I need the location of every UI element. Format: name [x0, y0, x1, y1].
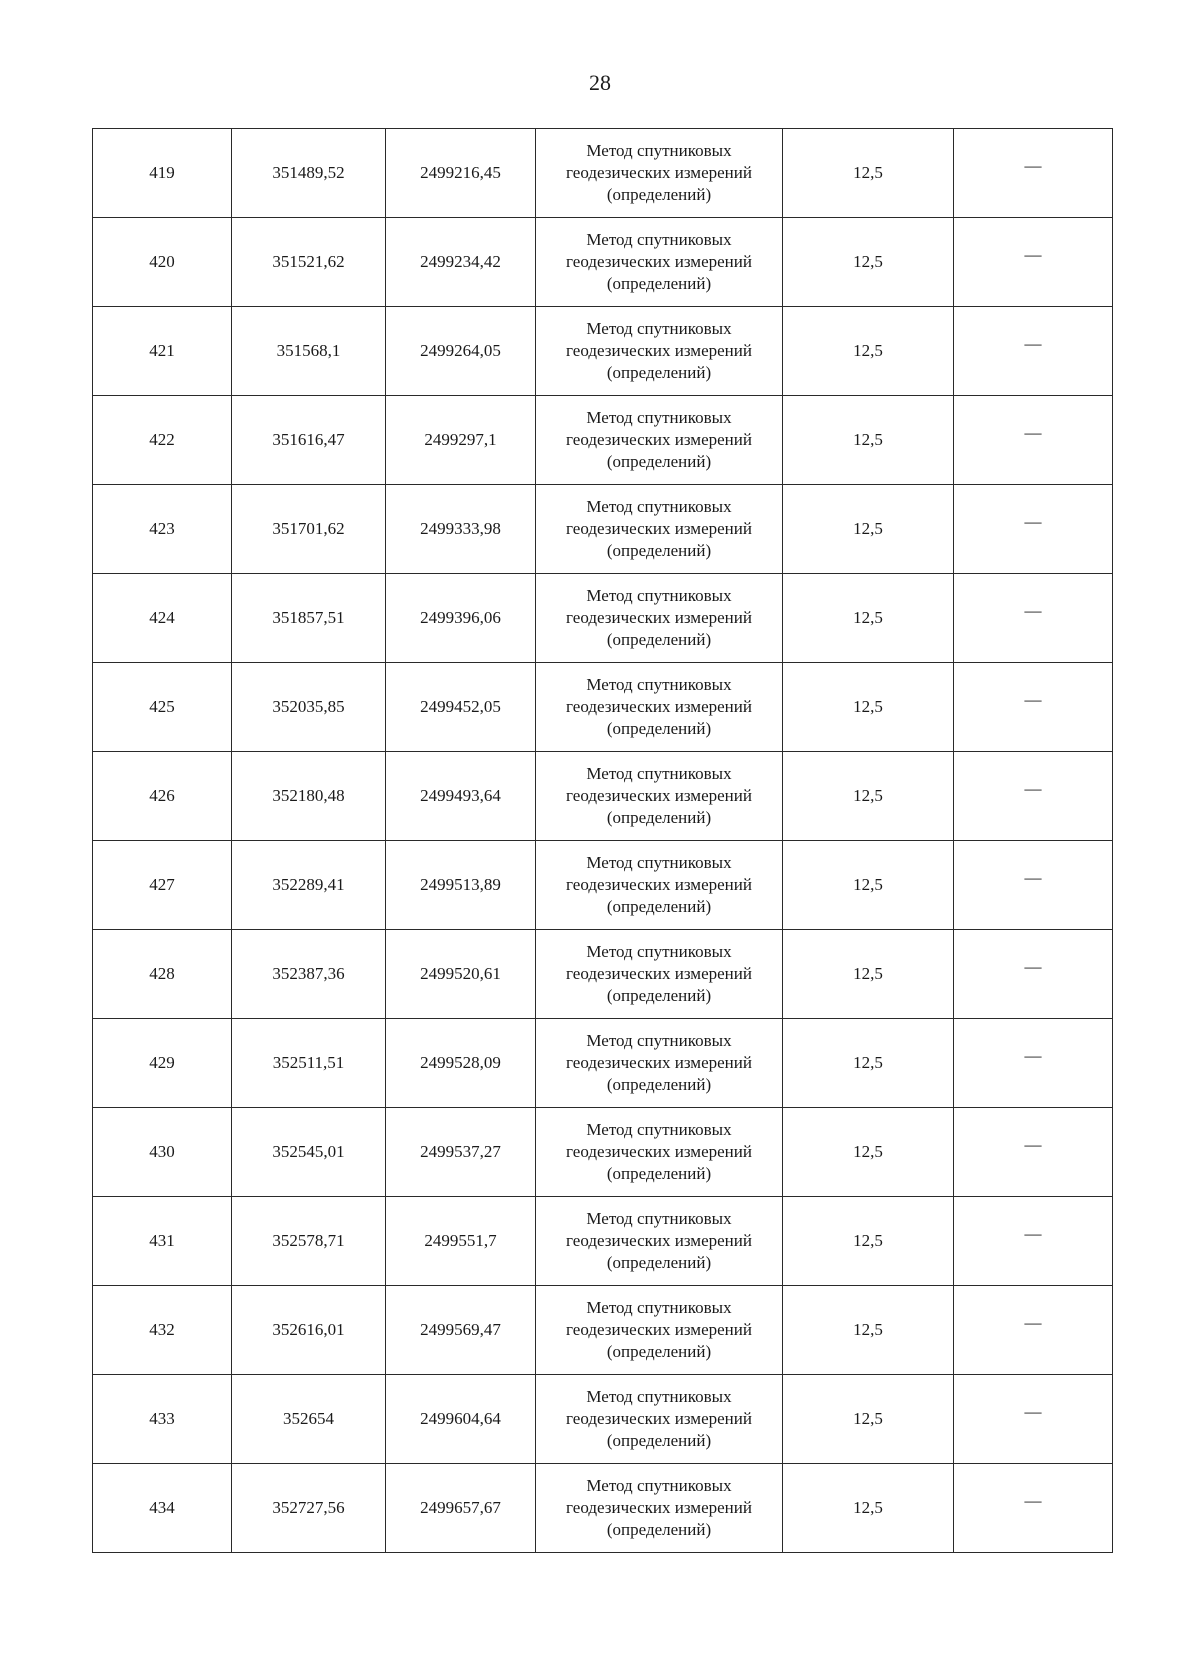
point-number-cell: 426 [93, 752, 232, 841]
method-line: (определений) [606, 1253, 712, 1272]
dash-cell [954, 218, 1113, 307]
method-line: (определений) [606, 986, 712, 1005]
y-coordinate-cell: 2499657,67 [386, 1464, 536, 1553]
x-coordinate-cell: 351489,52 [232, 129, 386, 218]
method-cell [536, 574, 783, 663]
method-line: геодезических измерений [566, 1142, 752, 1161]
table-row [93, 1464, 1113, 1553]
method-cell [536, 841, 783, 930]
point-number-cell: 433 [93, 1375, 232, 1464]
dash-mark: — [1024, 245, 1042, 264]
accuracy-cell: 12,5 [783, 1375, 954, 1464]
method-line: (определений) [606, 630, 712, 649]
method-cell [536, 396, 783, 485]
method-line: Метод спутниковых [586, 675, 732, 694]
method-cell [536, 129, 783, 218]
method-cell [536, 218, 783, 307]
x-coordinate-cell: 351568,1 [232, 307, 386, 396]
accuracy-cell: 12,5 [783, 218, 954, 307]
point-number-cell: 421 [93, 307, 232, 396]
x-coordinate-cell: 352616,01 [232, 1286, 386, 1375]
table-row [93, 1286, 1113, 1375]
coordinates-table [92, 128, 1113, 1553]
method-cell [536, 1108, 783, 1197]
dash-cell [954, 1019, 1113, 1108]
method-line: геодезических измерений [566, 341, 752, 360]
dash-mark: — [1024, 334, 1042, 353]
dash-cell [954, 1197, 1113, 1286]
method-cell [536, 307, 783, 396]
dash-cell [954, 1286, 1113, 1375]
point-number-cell: 419 [93, 129, 232, 218]
dash-cell [954, 1108, 1113, 1197]
method-line: (определений) [606, 1342, 712, 1361]
table-row [93, 307, 1113, 396]
accuracy-cell: 12,5 [783, 1197, 954, 1286]
method-cell [536, 1464, 783, 1553]
method-line: геодезических измерений [566, 430, 752, 449]
accuracy-cell: 12,5 [783, 663, 954, 752]
y-coordinate-cell: 2499569,47 [386, 1286, 536, 1375]
method-cell [536, 1197, 783, 1286]
method-line: Метод спутниковых [586, 1209, 732, 1228]
method-line: геодезических измерений [566, 786, 752, 805]
y-coordinate-cell: 2499333,98 [386, 485, 536, 574]
dash-mark: — [1024, 1402, 1042, 1421]
method-cell [536, 752, 783, 841]
dash-cell [954, 485, 1113, 574]
dash-cell [954, 663, 1113, 752]
method-line: геодезических измерений [566, 1409, 752, 1428]
accuracy-cell: 12,5 [783, 841, 954, 930]
method-line: (определений) [606, 452, 712, 471]
accuracy-cell: 12,5 [783, 307, 954, 396]
method-line: Метод спутниковых [586, 319, 732, 338]
x-coordinate-cell: 352727,56 [232, 1464, 386, 1553]
point-number-cell: 431 [93, 1197, 232, 1286]
table-row [93, 1197, 1113, 1286]
table-row [93, 1375, 1113, 1464]
y-coordinate-cell: 2499513,89 [386, 841, 536, 930]
dash-mark: — [1024, 1491, 1042, 1510]
x-coordinate-cell: 352578,71 [232, 1197, 386, 1286]
method-line: Метод спутниковых [586, 853, 732, 872]
method-line: геодезических измерений [566, 519, 752, 538]
x-coordinate-cell: 352289,41 [232, 841, 386, 930]
dash-mark: — [1024, 1224, 1042, 1243]
dash-mark: — [1024, 1046, 1042, 1065]
y-coordinate-cell: 2499234,42 [386, 218, 536, 307]
method-line: (определений) [606, 897, 712, 916]
method-line: геодезических измерений [566, 1498, 752, 1517]
method-line: Метод спутниковых [586, 942, 732, 961]
method-line: (определений) [606, 1075, 712, 1094]
x-coordinate-cell: 352654 [232, 1375, 386, 1464]
method-line: Метод спутниковых [586, 1031, 732, 1050]
method-line: (определений) [606, 719, 712, 738]
dash-cell [954, 1464, 1113, 1553]
x-coordinate-cell: 351857,51 [232, 574, 386, 663]
method-line: геодезических измерений [566, 697, 752, 716]
y-coordinate-cell: 2499264,05 [386, 307, 536, 396]
point-number-cell: 430 [93, 1108, 232, 1197]
method-cell [536, 485, 783, 574]
table-row [93, 396, 1113, 485]
point-number-cell: 428 [93, 930, 232, 1019]
x-coordinate-cell: 352035,85 [232, 663, 386, 752]
dash-mark: — [1024, 1313, 1042, 1332]
point-number-cell: 427 [93, 841, 232, 930]
method-cell [536, 663, 783, 752]
y-coordinate-cell: 2499216,45 [386, 129, 536, 218]
method-line: Метод спутниковых [586, 1120, 732, 1139]
table-row [93, 1019, 1113, 1108]
method-line: Метод спутниковых [586, 230, 732, 249]
table-row [93, 930, 1113, 1019]
accuracy-cell: 12,5 [783, 485, 954, 574]
dash-cell [954, 129, 1113, 218]
method-line: (определений) [606, 185, 712, 204]
dash-mark: — [1024, 601, 1042, 620]
x-coordinate-cell: 351521,62 [232, 218, 386, 307]
dash-cell [954, 752, 1113, 841]
point-number-cell: 432 [93, 1286, 232, 1375]
method-line: геодезических измерений [566, 875, 752, 894]
method-line: Метод спутниковых [586, 1387, 732, 1406]
method-line: геодезических измерений [566, 1053, 752, 1072]
y-coordinate-cell: 2499551,7 [386, 1197, 536, 1286]
y-coordinate-cell: 2499520,61 [386, 930, 536, 1019]
x-coordinate-cell: 352387,36 [232, 930, 386, 1019]
page-number: 28 [589, 70, 611, 95]
table-row [93, 574, 1113, 663]
table-row [93, 752, 1113, 841]
method-line: (определений) [606, 541, 712, 560]
y-coordinate-cell: 2499604,64 [386, 1375, 536, 1464]
dash-mark: — [1024, 156, 1042, 175]
point-number-cell: 420 [93, 218, 232, 307]
method-line: геодезических измерений [566, 163, 752, 182]
method-line: геодезических измерений [566, 1320, 752, 1339]
y-coordinate-cell: 2499452,05 [386, 663, 536, 752]
y-coordinate-cell: 2499528,09 [386, 1019, 536, 1108]
dash-cell [954, 841, 1113, 930]
method-line: геодезических измерений [566, 1231, 752, 1250]
method-line: (определений) [606, 808, 712, 827]
x-coordinate-cell: 351701,62 [232, 485, 386, 574]
point-number-cell: 434 [93, 1464, 232, 1553]
accuracy-cell: 12,5 [783, 1286, 954, 1375]
accuracy-cell: 12,5 [783, 396, 954, 485]
x-coordinate-cell: 351616,47 [232, 396, 386, 485]
accuracy-cell: 12,5 [783, 1464, 954, 1553]
method-cell [536, 1286, 783, 1375]
method-line: (определений) [606, 1164, 712, 1183]
y-coordinate-cell: 2499493,64 [386, 752, 536, 841]
table-row [93, 218, 1113, 307]
dash-mark: — [1024, 779, 1042, 798]
accuracy-cell: 12,5 [783, 752, 954, 841]
dash-mark: — [1024, 957, 1042, 976]
table-body [93, 129, 1113, 1553]
accuracy-cell: 12,5 [783, 1108, 954, 1197]
table-row [93, 485, 1113, 574]
method-line: Метод спутниковых [586, 141, 732, 160]
method-line: геодезических измерений [566, 252, 752, 271]
dash-cell [954, 396, 1113, 485]
method-line: (определений) [606, 363, 712, 382]
y-coordinate-cell: 2499297,1 [386, 396, 536, 485]
point-number-cell: 423 [93, 485, 232, 574]
method-line: геодезических измерений [566, 608, 752, 627]
method-line: (определений) [606, 1431, 712, 1450]
dash-cell [954, 574, 1113, 663]
method-cell [536, 930, 783, 1019]
method-line: Метод спутниковых [586, 497, 732, 516]
accuracy-cell: 12,5 [783, 930, 954, 1019]
dash-cell [954, 1375, 1113, 1464]
method-line: (определений) [606, 274, 712, 293]
dash-mark: — [1024, 1135, 1042, 1154]
method-line: Метод спутниковых [586, 1298, 732, 1317]
accuracy-cell: 12,5 [783, 129, 954, 218]
point-number-cell: 424 [93, 574, 232, 663]
x-coordinate-cell: 352180,48 [232, 752, 386, 841]
point-number-cell: 422 [93, 396, 232, 485]
accuracy-cell: 12,5 [783, 574, 954, 663]
x-coordinate-cell: 352511,51 [232, 1019, 386, 1108]
dash-cell [954, 307, 1113, 396]
dash-mark: — [1024, 868, 1042, 887]
method-line: Метод спутниковых [586, 586, 732, 605]
method-cell [536, 1375, 783, 1464]
point-number-cell: 425 [93, 663, 232, 752]
method-line: Метод спутниковых [586, 408, 732, 427]
table-row [93, 663, 1113, 752]
method-line: геодезических измерений [566, 964, 752, 983]
method-cell [536, 1019, 783, 1108]
dash-mark: — [1024, 690, 1042, 709]
method-line: Метод спутниковых [586, 764, 732, 783]
dash-mark: — [1024, 423, 1042, 442]
y-coordinate-cell: 2499537,27 [386, 1108, 536, 1197]
x-coordinate-cell: 352545,01 [232, 1108, 386, 1197]
table-row [93, 1108, 1113, 1197]
dash-cell [954, 930, 1113, 1019]
point-number-cell: 429 [93, 1019, 232, 1108]
table-row [93, 841, 1113, 930]
method-line: Метод спутниковых [586, 1476, 732, 1495]
accuracy-cell: 12,5 [783, 1019, 954, 1108]
method-line: (определений) [606, 1520, 712, 1539]
y-coordinate-cell: 2499396,06 [386, 574, 536, 663]
table-row [93, 129, 1113, 218]
dash-mark: — [1024, 512, 1042, 531]
